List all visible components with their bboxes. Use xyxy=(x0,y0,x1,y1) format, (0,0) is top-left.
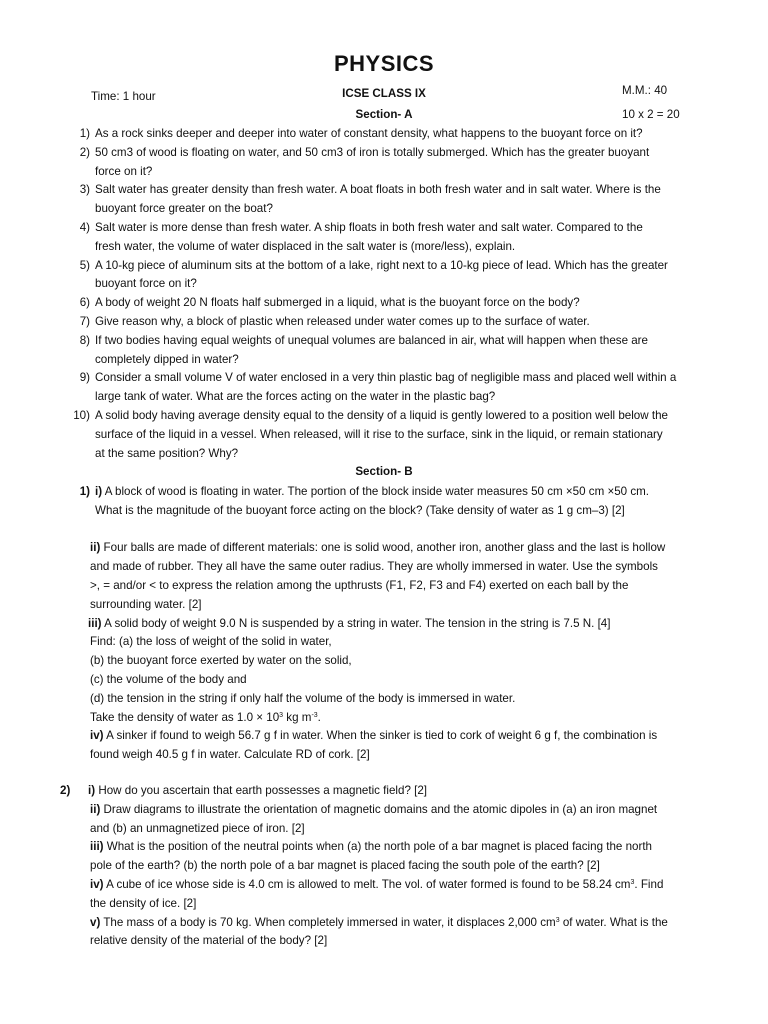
question-line: A solid body having average density equal to the density of a liquid is gently lowered to a position well below the xyxy=(95,408,668,422)
question-number: 3) xyxy=(79,183,90,197)
question-line: A block of wood is floating in water. The portion of the block inside water measures 50 cm ×50 cm ×50 cm. xyxy=(104,485,650,498)
question-number: 6) xyxy=(79,296,90,310)
question-line: at the same position? Why? xyxy=(95,446,239,460)
question-number: 1) xyxy=(79,127,90,140)
question-item xyxy=(64,332,724,370)
part-label: i) xyxy=(88,784,96,797)
question-line: large tank of water. What are the forces acting on the water in the plastic bag? xyxy=(95,390,496,404)
question-item xyxy=(64,144,724,182)
question-line: A solid body of weight 9.0 N is suspended by a string in water. The tension in the string is 7.5 N. [4] xyxy=(104,616,611,630)
part-label: ii) xyxy=(90,802,101,816)
question-line: If two bodies having equal weights of unequal volumes are balanced in air, what will happen when these are xyxy=(95,333,648,347)
question-line: >, = and/or < to express the relation among the upthrusts (F1, F2, F3 and F4) exerted on each ball by the xyxy=(90,578,629,592)
question-line: buoyant force on it? xyxy=(95,277,197,291)
question-line: How do you ascertain that earth possesses a magnetic field? [2] xyxy=(98,784,428,797)
max-marks: M.M.: 40 xyxy=(622,84,668,97)
question-item xyxy=(64,181,724,219)
question-line: What is the magnitude of the buoyant force acting on the block? (Take density of water as 1 g cm–3) [2] xyxy=(95,503,625,517)
section-a-marks: 10 x 2 = 20 xyxy=(622,108,680,121)
question-number: 4) xyxy=(79,220,90,234)
part-label: v) xyxy=(90,915,101,929)
section-b-title: Section- B xyxy=(355,465,413,478)
question-line: What is the position of the neutral points when (a) the north pole of a bar magnet is placed facing the north xyxy=(106,840,653,854)
part-label: ii) xyxy=(90,541,101,555)
question-item xyxy=(64,369,724,407)
question-number: 8) xyxy=(79,333,90,347)
question-line: 50 cm3 of wood is floating on water, and 50 cm3 of iron is totally submerged. Which has the greater buoyant xyxy=(95,145,650,159)
question-line: relative density of the material of the body? [2] xyxy=(90,934,328,948)
part-label: iv) xyxy=(90,729,104,743)
question-line: A body of weight 20 N floats half submerged in a liquid, what is the buoyant force on the body? xyxy=(95,296,580,310)
question-line: Give reason why, a block of plastic when released under water comes up to the surface of water. xyxy=(95,314,590,328)
question-line: The mass of a body is 70 kg. When completely immersed in water, it displaces 2,000 cm xyxy=(103,915,556,929)
page-title: PHYSICS xyxy=(333,51,435,76)
question-line: force on it? xyxy=(95,164,153,178)
question-number: 9) xyxy=(79,371,90,385)
question-line: surface of the liquid in a vessel. When released, will it rise to the surface, sink in the liquid, or remain stationary xyxy=(95,427,663,441)
question-number: 2) xyxy=(79,145,90,159)
question-line: As a rock sinks deeper and deeper into water of constant density, what happens to the buoyant force on it? xyxy=(95,127,643,140)
question-1-part-i xyxy=(64,483,724,521)
question-line: buoyant force greater on the boat? xyxy=(95,202,273,216)
question-line: A cube of ice whose side is 4.0 cm is allowed to melt. The vol. of water formed is found to be 58.24 cm xyxy=(106,877,631,891)
question-line: pole of the earth? (b) the north pole of a bar magnet is placed facing the south pole of the earth? [2] xyxy=(90,859,600,873)
question-line: (b) the buoyant force exerted by water on the solid, xyxy=(90,654,352,668)
part-label: iv) xyxy=(90,877,104,891)
question-line: A 10-kg piece of aluminum sits at the bottom of a lake, right next to a 10-kg piece of lead. Which has the greater xyxy=(95,258,668,272)
part-label: i) xyxy=(95,485,103,498)
part-label: iii) xyxy=(88,616,102,630)
section-a-questions xyxy=(64,125,724,463)
section-a-title: Section- A xyxy=(355,108,413,121)
question-line: surrounding water. [2] xyxy=(90,597,202,611)
question-line: Take the density of water as $1.0 \times 10^3$ kg $m^{-3}$. xyxy=(90,710,321,724)
question-item xyxy=(64,407,724,463)
question-1-part-ii xyxy=(64,539,724,614)
question-line: and made of rubber. They all have the same outer radius. They are wholly immersed in water. Use the symbols xyxy=(90,560,658,574)
section-b-question-1 xyxy=(64,483,724,765)
question-line: Salt water has greater density than fresh water. A boat floats in both fresh water and in salt water. Where is the xyxy=(95,183,661,197)
question-item xyxy=(64,219,724,257)
question-line: Salt water is more dense than fresh water. A ship floats in both fresh water and salt water. Compared to the xyxy=(95,220,643,234)
question-1-part-iii-items xyxy=(64,633,724,765)
question-item xyxy=(64,313,724,332)
question-line: Draw diagrams to illustrate the orientation of magnetic domains and the atomic dipoles in (a) an iron magnet xyxy=(103,802,658,816)
exam-time: Time: 1 hour xyxy=(91,90,156,103)
question-line: found weigh 40.5 g f in water. Calculate RD of cork. [2] xyxy=(90,748,370,762)
question-line: Consider a small volume V of water enclosed in a very thin plastic bag of negligible mass and placed well within a xyxy=(95,371,677,385)
question-line: the density of ice. [2] xyxy=(90,896,197,910)
class-label: ICSE CLASS IX xyxy=(342,87,426,100)
question-line: completely dipped in water? xyxy=(95,352,239,366)
question-number: 2) xyxy=(60,784,71,797)
question-number: 10) xyxy=(73,408,90,422)
question-item xyxy=(64,257,724,295)
question-item xyxy=(64,125,724,144)
question-line: (d) the tension in the string if only half the volume of the body is immersed in water. xyxy=(90,691,516,705)
question-number: 5) xyxy=(79,258,90,272)
question-number: 7) xyxy=(79,314,90,328)
question-line: fresh water, the volume of water displaced in the salt water is (more/less), explain. xyxy=(95,239,516,253)
question-line: Find: (a) the loss of weight of the solid in water, xyxy=(90,635,332,649)
question-line: (c) the volume of the body and xyxy=(90,672,247,686)
part-label: iii) xyxy=(90,840,104,854)
section-b-question-2: 2) i) How do you ascertain that earth possesses a magnetic field? [2] ii) Draw diagrams to illustrate the orientation of magnetic domains and the atomic dipoles in (a) an iron magnet and (b) an unmagnetized piece of iron. [2] iii) What is the position of the neutral points when (a) the north pole of a bar magnet is placed facing the north pole of the earth? (b) the north pole of a bar magnet is placed facing the south pole of the earth? [2] iv) A cube of ice whose side is 4.0 cm is allowed to melt. The vol. of water formed is found to be 58.24 $cm^3$. Find the density of ice. [2] v) The mass of a body is 70 kg. When completely immersed in water, it displaces 2,000 $cm^3$ of water. What is the relative density of the material of the body? [2] xyxy=(60,782,724,951)
question-number: 1) xyxy=(79,485,90,498)
question-line: and (b) an unmagnetized piece of iron. [2] xyxy=(90,821,305,835)
question-line: A sinker if found to weigh 56.7 g f in water. When the sinker is tied to cork of weight 6 g f, the combination is xyxy=(106,729,658,743)
question-1-part-iii xyxy=(64,615,724,634)
question-item xyxy=(64,294,724,313)
question-line: Four balls are made of different materials: one is solid wood, another iron, another glass and the last is hollow xyxy=(103,541,666,555)
